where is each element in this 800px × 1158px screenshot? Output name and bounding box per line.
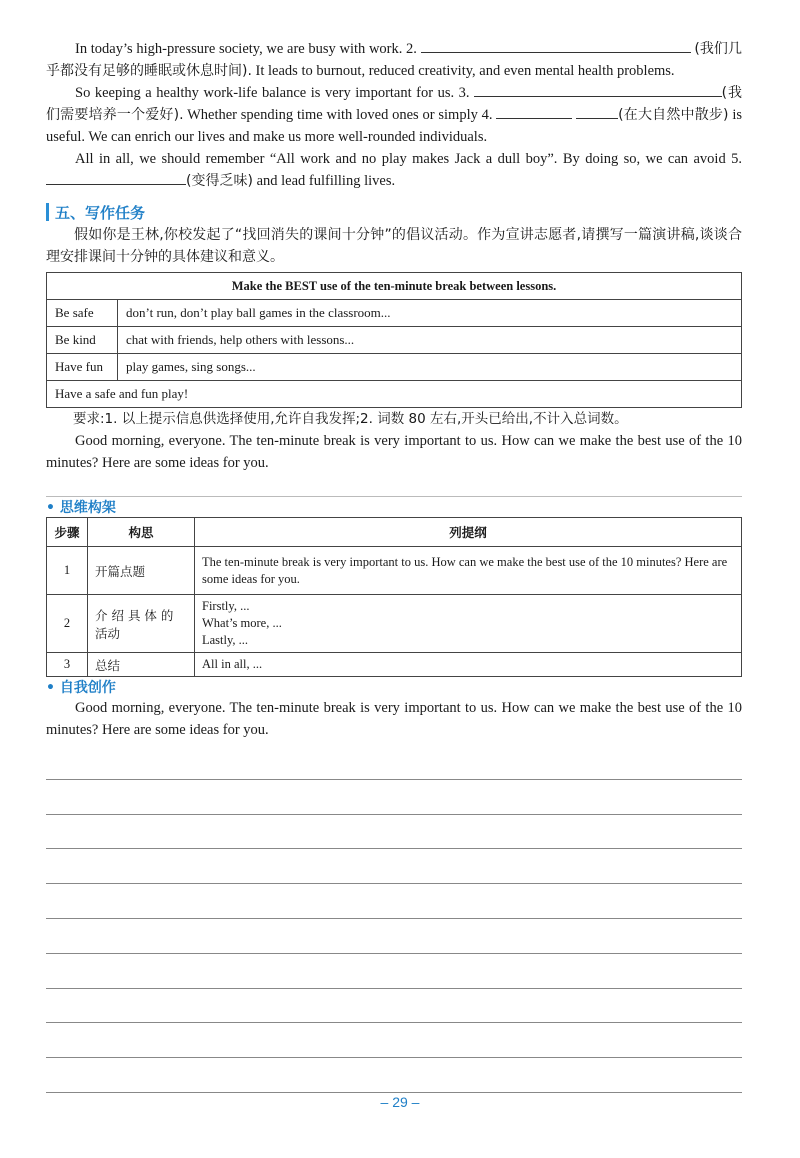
passage-text: So keeping a healthy work-life balance is very important for us. 3. — [75, 85, 470, 101]
hint-text: don’t run, don’t play ball games in the classroom... — [118, 300, 742, 327]
outline-line: Lastly, ... — [202, 633, 249, 647]
step-outline — [195, 595, 742, 653]
writing-prompt: 假如你是王林,你校发起了“找回消失的课间十分钟”的倡议活动。作为宣讲志愿者,请撰写一篇演讲稿,谈谈合理安排课间十分钟的具体建议和意义。 — [46, 227, 742, 265]
blank-hint: (我们需要培养一个爱好). — [46, 85, 743, 123]
blank-hint: (变得乏味) — [186, 173, 253, 189]
passage-text: is useful. We can enrich our lives and make us more well-rounded individuals. — [46, 107, 743, 145]
table-row — [47, 595, 742, 653]
passage-text: It leads to burnout, reduced creativity, and even mental health problems. — [251, 63, 675, 79]
passage-text: In today’s high-pressure society, we are busy with work. 2. — [75, 41, 417, 57]
passage-text: All in all, we should remember “All work and no play makes Jack a dull boy”. By doing so, we can avoid 5. — [75, 151, 742, 167]
framework-title: • 思维构架 — [46, 500, 116, 516]
blank-2[interactable] — [421, 38, 691, 53]
writing-line[interactable] — [46, 1023, 742, 1058]
step-idea: 开篇点题 — [88, 547, 195, 595]
hint-text: play games, sing songs... — [118, 354, 742, 381]
page-number: – 29 – — [380, 1094, 420, 1110]
writing-line[interactable] — [46, 1058, 742, 1093]
hint-row — [47, 354, 742, 381]
blank-4[interactable] — [496, 104, 572, 119]
writing-line[interactable] — [46, 745, 742, 780]
page-content — [46, 38, 742, 1093]
framework-table — [46, 517, 742, 677]
blank-3[interactable] — [474, 82, 674, 97]
hint-label: Be safe — [47, 300, 118, 327]
writing-line[interactable] — [46, 919, 742, 954]
hint-table-footer: Have a safe and fun play! — [47, 381, 742, 408]
step-idea: 介 绍 具 体 的 活动 — [88, 595, 195, 653]
passage-paragraph-2 — [46, 82, 742, 148]
column-header: 构思 — [88, 518, 195, 547]
hint-table-header: Make the BEST use of the ten-minute break between lessons. — [47, 273, 742, 300]
creation-title: • 自我创作 — [46, 680, 116, 696]
blank-hint: (在大自然中散步) — [618, 107, 729, 123]
divider — [46, 496, 742, 497]
column-header: 列提纲 — [195, 518, 742, 547]
creation-opening: Good morning, everyone. The ten-minute break is very important to us. How can we make the best use of the 10 minutes? Here are some ideas for you. — [46, 700, 742, 738]
writing-line[interactable] — [46, 849, 742, 884]
hint-label: Be kind — [47, 327, 118, 354]
hint-text: chat with friends, help others with lessons... — [118, 327, 742, 354]
hint-row — [47, 327, 742, 354]
section-bar-icon — [46, 203, 49, 221]
hint-label: Have fun — [47, 354, 118, 381]
step-outline: All in all, ... — [195, 653, 742, 677]
opening-text: Good morning, everyone. The ten-minute break is very important to us. How can we make the best use of the 10 minutes? Here are some ideas for you. — [46, 433, 742, 471]
requirements: 要求:1. 以上提示信息供选择使用,允许自我发挥;2. 词数 80 左右,开头已给出,不计入总词数。 — [73, 411, 628, 427]
column-header: 步骤 — [47, 518, 88, 547]
step-outline: The ten-minute break is very important to us. How can we make the best use of the 10 minutes? Here are some ideas for you. — [195, 547, 742, 595]
passage-paragraph-1 — [46, 38, 742, 82]
table-row — [47, 547, 742, 595]
outline-line: What’s more, ... — [202, 616, 282, 630]
blank-hint: (我们几乎都没有足够的睡眠或休息时间). — [46, 41, 743, 79]
blank-4-continued[interactable] — [576, 104, 618, 119]
writing-line[interactable] — [46, 815, 742, 850]
passage-text: and lead fulfilling lives. — [252, 173, 396, 189]
hint-table — [46, 272, 742, 408]
writing-line[interactable] — [46, 884, 742, 919]
blank-5[interactable] — [46, 170, 186, 185]
hint-row — [47, 300, 742, 327]
step-number: 2 — [47, 595, 88, 653]
step-idea: 总结 — [88, 653, 195, 677]
table-row — [47, 653, 742, 677]
outline-line: Firstly, ... — [202, 599, 250, 613]
section-title: 五、写作任务 — [55, 203, 146, 222]
writing-area[interactable] — [46, 745, 742, 1093]
blank-3-continued[interactable] — [650, 82, 722, 97]
writing-line[interactable] — [46, 780, 742, 815]
writing-line[interactable] — [46, 989, 742, 1024]
writing-line[interactable] — [46, 954, 742, 989]
step-number: 3 — [47, 653, 88, 677]
passage-text: Whether spending time with loved ones or simply 4. — [183, 107, 493, 123]
passage-paragraph-3 — [46, 148, 742, 192]
step-number: 1 — [47, 547, 88, 595]
section-heading — [46, 200, 742, 224]
